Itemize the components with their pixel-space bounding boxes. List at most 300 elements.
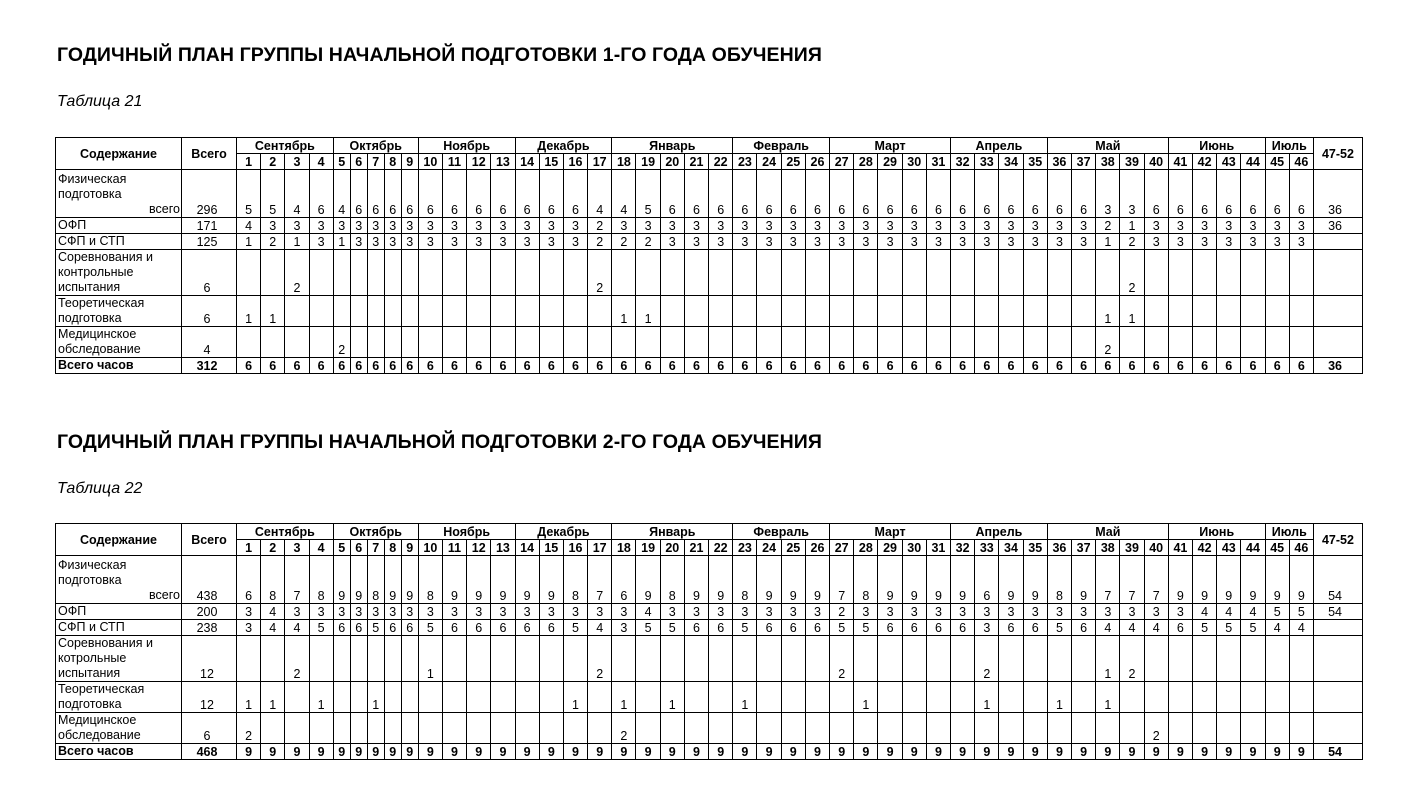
week-hours-cell xyxy=(781,327,805,358)
week-number-header: 4 xyxy=(309,154,333,170)
week-hours-cell: 8 xyxy=(854,556,878,604)
week-hours-cell xyxy=(951,636,975,682)
week-hours-cell xyxy=(902,296,926,327)
week-number-header: 46 xyxy=(1289,540,1313,556)
week-hours-cell xyxy=(612,250,636,296)
week-hours-cell: 6 xyxy=(588,358,612,374)
week-hours-cell xyxy=(709,296,733,327)
week-hours-cell: 6 xyxy=(309,358,333,374)
week-hours-cell xyxy=(1265,327,1289,358)
weeks-47-52-cell xyxy=(1313,250,1362,296)
week-number-header: 26 xyxy=(805,540,829,556)
week-hours-cell: 5 xyxy=(854,620,878,636)
week-hours-cell: 3 xyxy=(1168,604,1192,620)
week-number-header: 21 xyxy=(684,540,708,556)
week-hours-cell xyxy=(261,250,285,296)
week-hours-cell: 3 xyxy=(401,604,418,620)
week-number-header: 11 xyxy=(442,540,466,556)
week-hours-cell: 9 xyxy=(733,744,757,760)
month-header: Ноябрь xyxy=(418,524,515,540)
week-number-header: 25 xyxy=(781,154,805,170)
week-hours-cell xyxy=(660,296,684,327)
week-hours-cell: 3 xyxy=(1072,218,1096,234)
week-hours-cell xyxy=(261,713,285,744)
week-hours-cell: 9 xyxy=(237,744,261,760)
week-number-header: 2 xyxy=(261,540,285,556)
week-hours-cell: 3 xyxy=(926,234,950,250)
row-label-cell xyxy=(56,713,182,744)
week-hours-cell: 9 xyxy=(491,744,515,760)
week-hours-cell xyxy=(1120,327,1144,358)
week-number-header: 38 xyxy=(1096,540,1120,556)
week-hours-cell xyxy=(999,327,1023,358)
week-hours-cell: 2 xyxy=(1096,218,1120,234)
week-hours-cell: 9 xyxy=(1265,744,1289,760)
weeks-47-52-cell xyxy=(1313,296,1362,327)
week-hours-cell xyxy=(830,250,854,296)
week-hours-cell: 6 xyxy=(515,620,539,636)
week-hours-cell xyxy=(333,296,350,327)
week-hours-cell xyxy=(539,296,563,327)
week-hours-cell xyxy=(1217,682,1241,713)
week-number-header: 31 xyxy=(926,540,950,556)
week-hours-cell: 3 xyxy=(309,218,333,234)
week-hours-cell: 6 xyxy=(442,620,466,636)
week-hours-cell: 4 xyxy=(261,620,285,636)
table-row xyxy=(56,234,1363,250)
week-hours-cell xyxy=(1168,296,1192,327)
week-hours-cell: 4 xyxy=(1265,620,1289,636)
week-hours-cell: 3 xyxy=(1120,170,1144,218)
month-header: Сентябрь xyxy=(237,524,334,540)
row-label-cell xyxy=(56,234,182,250)
week-hours-cell xyxy=(805,713,829,744)
week-hours-cell xyxy=(384,636,401,682)
week-hours-cell xyxy=(878,713,902,744)
week-hours-cell xyxy=(733,296,757,327)
week-hours-cell: 5 xyxy=(1047,620,1071,636)
week-hours-cell: 9 xyxy=(309,744,333,760)
week-hours-cell: 3 xyxy=(878,218,902,234)
week-hours-cell: 5 xyxy=(237,170,261,218)
week-hours-cell: 9 xyxy=(1265,556,1289,604)
week-hours-cell: 9 xyxy=(1144,744,1168,760)
week-hours-cell: 6 xyxy=(878,620,902,636)
week-hours-cell: 2 xyxy=(261,234,285,250)
table-row xyxy=(56,358,1363,374)
week-hours-cell: 9 xyxy=(261,744,285,760)
week-hours-cell xyxy=(491,636,515,682)
week-hours-cell: 3 xyxy=(309,234,333,250)
week-number-header: 42 xyxy=(1192,154,1216,170)
week-hours-cell: 2 xyxy=(588,250,612,296)
month-header: Декабрь xyxy=(515,138,612,154)
week-hours-cell: 2 xyxy=(1120,250,1144,296)
week-hours-cell: 2 xyxy=(636,234,660,250)
week-number-header: 17 xyxy=(588,540,612,556)
week-number-header: 18 xyxy=(612,540,636,556)
week-hours-cell: 3 xyxy=(491,604,515,620)
week-hours-cell xyxy=(902,682,926,713)
week-number-header: 23 xyxy=(733,154,757,170)
week-hours-cell xyxy=(1072,250,1096,296)
week-hours-cell xyxy=(563,636,587,682)
row-label: ОФП xyxy=(58,604,87,618)
week-hours-cell xyxy=(563,296,587,327)
week-hours-cell: 6 xyxy=(367,358,384,374)
week-hours-cell: 3 xyxy=(805,604,829,620)
week-hours-cell: 9 xyxy=(1168,556,1192,604)
month-header: Октябрь xyxy=(333,524,418,540)
week-hours-cell xyxy=(285,682,309,713)
week-hours-cell: 5 xyxy=(309,620,333,636)
week-hours-cell: 4 xyxy=(333,170,350,218)
table-row xyxy=(56,744,1363,760)
week-hours-cell xyxy=(350,250,367,296)
week-hours-cell: 8 xyxy=(309,556,333,604)
week-hours-cell xyxy=(491,327,515,358)
week-hours-cell: 9 xyxy=(926,556,950,604)
month-header: Май xyxy=(1047,524,1168,540)
week-hours-cell: 9 xyxy=(563,744,587,760)
row-label-cell xyxy=(56,327,182,358)
week-hours-cell xyxy=(515,250,539,296)
week-hours-cell: 1 xyxy=(975,682,999,713)
week-hours-cell: 9 xyxy=(384,744,401,760)
week-hours-cell: 1 xyxy=(660,682,684,713)
week-hours-cell xyxy=(467,296,491,327)
week-hours-cell xyxy=(350,327,367,358)
week-hours-cell: 3 xyxy=(733,604,757,620)
week-hours-cell: 9 xyxy=(515,556,539,604)
week-hours-cell: 9 xyxy=(1289,556,1313,604)
week-hours-cell xyxy=(1023,327,1047,358)
week-hours-cell: 3 xyxy=(709,604,733,620)
row-total-cell: 296 xyxy=(182,170,237,218)
week-hours-cell xyxy=(367,327,384,358)
week-hours-cell xyxy=(539,636,563,682)
week-hours-cell: 3 xyxy=(612,620,636,636)
week-hours-cell xyxy=(401,636,418,682)
week-hours-cell xyxy=(1241,327,1265,358)
week-hours-cell: 3 xyxy=(350,218,367,234)
week-hours-cell: 6 xyxy=(1289,170,1313,218)
table-21-title: ГОДИЧНЫЙ ПЛАН ГРУППЫ НАЧАЛЬНОЙ ПОДГОТОВКИ 1-ГО ГОДА ОБУЧЕНИЯ xyxy=(57,44,823,66)
week-hours-cell xyxy=(333,636,350,682)
week-hours-cell: 3 xyxy=(467,218,491,234)
week-hours-cell xyxy=(1192,682,1216,713)
week-hours-cell: 6 xyxy=(1265,170,1289,218)
week-hours-cell: 1 xyxy=(261,682,285,713)
week-hours-cell: 3 xyxy=(1217,218,1241,234)
week-hours-cell xyxy=(1192,327,1216,358)
week-number-header: 4 xyxy=(309,540,333,556)
week-hours-cell xyxy=(733,327,757,358)
week-hours-cell: 2 xyxy=(1144,713,1168,744)
week-hours-cell xyxy=(515,296,539,327)
week-number-header: 24 xyxy=(757,540,781,556)
weeks-47-52-cell xyxy=(1313,682,1362,713)
week-hours-cell: 6 xyxy=(539,358,563,374)
week-hours-cell: 9 xyxy=(878,744,902,760)
week-hours-cell xyxy=(1192,296,1216,327)
week-hours-cell: 6 xyxy=(1144,170,1168,218)
month-header: Июль xyxy=(1265,138,1313,154)
week-hours-cell: 6 xyxy=(515,170,539,218)
week-hours-cell xyxy=(418,296,442,327)
week-hours-cell xyxy=(418,250,442,296)
week-hours-cell xyxy=(684,713,708,744)
week-hours-cell: 3 xyxy=(757,234,781,250)
week-hours-cell xyxy=(1265,713,1289,744)
week-hours-cell: 6 xyxy=(975,170,999,218)
week-hours-cell: 9 xyxy=(1217,744,1241,760)
row-label: Медицинское обследование xyxy=(58,713,141,742)
week-hours-cell: 3 xyxy=(1023,604,1047,620)
week-hours-cell: 7 xyxy=(588,556,612,604)
row-label: Физическая подготовка xyxy=(58,558,127,587)
week-hours-cell: 3 xyxy=(636,218,660,234)
week-hours-cell: 6 xyxy=(684,620,708,636)
week-hours-cell: 3 xyxy=(515,604,539,620)
row-total-cell: 12 xyxy=(182,636,237,682)
row-label-cell xyxy=(56,250,182,296)
week-hours-cell xyxy=(1289,713,1313,744)
week-hours-cell xyxy=(951,250,975,296)
week-hours-cell: 3 xyxy=(1096,170,1120,218)
week-hours-cell: 3 xyxy=(684,218,708,234)
week-hours-cell: 4 xyxy=(588,170,612,218)
week-hours-cell: 8 xyxy=(418,556,442,604)
week-hours-cell xyxy=(418,327,442,358)
week-hours-cell xyxy=(384,250,401,296)
week-number-header: 29 xyxy=(878,154,902,170)
week-hours-cell: 1 xyxy=(261,296,285,327)
week-number-header: 33 xyxy=(975,540,999,556)
week-hours-cell xyxy=(636,682,660,713)
week-hours-cell: 9 xyxy=(588,744,612,760)
week-hours-cell xyxy=(926,250,950,296)
week-hours-cell: 6 xyxy=(1072,358,1096,374)
week-hours-cell: 5 xyxy=(367,620,384,636)
week-hours-cell: 6 xyxy=(951,620,975,636)
week-hours-cell xyxy=(563,250,587,296)
week-hours-cell: 3 xyxy=(1072,604,1096,620)
week-hours-cell xyxy=(1047,250,1071,296)
row-label: Физическая подготовка xyxy=(58,172,127,201)
week-hours-cell: 3 xyxy=(854,218,878,234)
week-hours-cell: 3 xyxy=(1241,234,1265,250)
week-hours-cell: 9 xyxy=(999,744,1023,760)
week-hours-cell xyxy=(442,682,466,713)
week-hours-cell: 4 xyxy=(261,604,285,620)
week-hours-cell xyxy=(709,682,733,713)
week-number-header: 6 xyxy=(350,154,367,170)
week-hours-cell: 1 xyxy=(1096,682,1120,713)
week-hours-cell: 9 xyxy=(612,744,636,760)
week-hours-cell xyxy=(805,327,829,358)
week-hours-cell: 9 xyxy=(333,744,350,760)
week-hours-cell: 9 xyxy=(539,744,563,760)
week-hours-cell xyxy=(309,296,333,327)
week-hours-cell: 6 xyxy=(781,170,805,218)
annual-plan-table-1 xyxy=(55,137,1363,374)
week-hours-cell: 6 xyxy=(491,358,515,374)
week-hours-cell: 3 xyxy=(1023,234,1047,250)
week-number-header: 8 xyxy=(384,540,401,556)
week-hours-cell: 6 xyxy=(515,358,539,374)
week-hours-cell: 6 xyxy=(563,358,587,374)
week-hours-cell: 6 xyxy=(975,358,999,374)
week-hours-cell xyxy=(854,250,878,296)
week-hours-cell xyxy=(757,713,781,744)
week-hours-cell xyxy=(1072,636,1096,682)
week-hours-cell xyxy=(1289,682,1313,713)
week-hours-cell: 3 xyxy=(418,234,442,250)
week-number-header: 14 xyxy=(515,540,539,556)
week-hours-cell: 9 xyxy=(539,556,563,604)
week-hours-cell: 9 xyxy=(636,556,660,604)
week-hours-cell: 1 xyxy=(854,682,878,713)
week-hours-cell: 3 xyxy=(1265,218,1289,234)
week-hours-cell: 9 xyxy=(805,744,829,760)
week-number-header: 42 xyxy=(1192,540,1216,556)
week-hours-cell: 3 xyxy=(1120,604,1144,620)
week-hours-cell: 6 xyxy=(418,170,442,218)
week-hours-cell xyxy=(1047,327,1071,358)
week-hours-cell: 4 xyxy=(1120,620,1144,636)
week-hours-cell: 6 xyxy=(612,358,636,374)
weeks-47-52-cell: 36 xyxy=(1313,170,1362,218)
table-row xyxy=(56,170,1363,218)
table-row xyxy=(56,218,1363,234)
week-hours-cell xyxy=(902,327,926,358)
week-hours-cell xyxy=(1241,296,1265,327)
week-hours-cell: 3 xyxy=(1217,234,1241,250)
week-hours-cell xyxy=(491,250,515,296)
week-hours-cell xyxy=(733,713,757,744)
week-hours-cell xyxy=(975,327,999,358)
table-row xyxy=(56,713,1363,744)
week-hours-cell xyxy=(830,296,854,327)
week-hours-cell: 4 xyxy=(1289,620,1313,636)
week-hours-cell xyxy=(1241,250,1265,296)
week-hours-cell: 9 xyxy=(515,744,539,760)
week-hours-cell xyxy=(757,296,781,327)
week-hours-cell xyxy=(442,713,466,744)
week-hours-cell xyxy=(309,713,333,744)
week-hours-cell: 6 xyxy=(1289,358,1313,374)
week-hours-cell xyxy=(384,327,401,358)
week-hours-cell: 5 xyxy=(1217,620,1241,636)
week-hours-cell xyxy=(1289,327,1313,358)
week-hours-cell: 9 xyxy=(684,556,708,604)
week-hours-cell: 3 xyxy=(1047,234,1071,250)
week-hours-cell: 9 xyxy=(401,556,418,604)
week-hours-cell xyxy=(781,636,805,682)
week-hours-cell: 6 xyxy=(1023,170,1047,218)
week-number-header: 30 xyxy=(902,154,926,170)
week-hours-cell: 9 xyxy=(951,556,975,604)
week-hours-cell xyxy=(1144,636,1168,682)
week-hours-cell: 3 xyxy=(709,218,733,234)
week-hours-cell: 4 xyxy=(285,620,309,636)
week-number-header: 3 xyxy=(285,154,309,170)
week-number-header: 40 xyxy=(1144,154,1168,170)
week-hours-cell: 1 xyxy=(612,296,636,327)
row-label-cell xyxy=(56,556,182,604)
week-hours-cell: 2 xyxy=(975,636,999,682)
week-hours-cell xyxy=(588,327,612,358)
week-hours-cell: 5 xyxy=(830,620,854,636)
month-header: Июнь xyxy=(1168,524,1265,540)
week-hours-cell: 3 xyxy=(539,234,563,250)
week-hours-cell: 9 xyxy=(384,556,401,604)
week-hours-cell xyxy=(1096,713,1120,744)
week-hours-cell xyxy=(684,682,708,713)
week-number-header: 5 xyxy=(333,540,350,556)
week-hours-cell xyxy=(709,327,733,358)
week-hours-cell xyxy=(309,636,333,682)
week-hours-cell xyxy=(1241,682,1265,713)
row-label-cell xyxy=(56,358,182,374)
week-hours-cell: 6 xyxy=(491,620,515,636)
week-hours-cell: 3 xyxy=(733,234,757,250)
week-hours-cell xyxy=(612,327,636,358)
week-hours-cell: 3 xyxy=(367,234,384,250)
week-number-header: 34 xyxy=(999,540,1023,556)
week-hours-cell: 3 xyxy=(975,234,999,250)
week-hours-cell: 9 xyxy=(1192,556,1216,604)
week-hours-cell: 3 xyxy=(1265,234,1289,250)
week-hours-cell: 6 xyxy=(684,170,708,218)
month-header: Март xyxy=(830,524,951,540)
week-hours-cell xyxy=(951,713,975,744)
week-hours-cell: 3 xyxy=(491,218,515,234)
week-number-header: 41 xyxy=(1168,154,1192,170)
week-hours-cell: 5 xyxy=(261,170,285,218)
week-hours-cell: 3 xyxy=(467,604,491,620)
week-number-header: 44 xyxy=(1241,154,1265,170)
month-header-row xyxy=(56,138,1363,154)
week-hours-cell: 1 xyxy=(237,234,261,250)
week-hours-cell xyxy=(588,296,612,327)
week-hours-cell: 5 xyxy=(733,620,757,636)
table-row xyxy=(56,682,1363,713)
month-header: Ноябрь xyxy=(418,138,515,154)
week-hours-cell xyxy=(1120,682,1144,713)
week-hours-cell xyxy=(1096,250,1120,296)
week-hours-cell: 6 xyxy=(350,620,367,636)
week-number-header: 43 xyxy=(1217,540,1241,556)
week-hours-cell: 9 xyxy=(1096,744,1120,760)
week-hours-cell xyxy=(367,296,384,327)
week-hours-cell: 6 xyxy=(539,620,563,636)
week-hours-cell xyxy=(309,250,333,296)
week-hours-cell: 9 xyxy=(442,556,466,604)
table-21-caption: Таблица 21 xyxy=(57,93,143,110)
table-row xyxy=(56,327,1363,358)
week-hours-cell: 6 xyxy=(951,170,975,218)
week-hours-cell: 3 xyxy=(781,234,805,250)
week-hours-cell xyxy=(757,327,781,358)
week-hours-cell: 2 xyxy=(612,713,636,744)
week-hours-cell: 9 xyxy=(491,556,515,604)
week-hours-cell: 3 xyxy=(1144,234,1168,250)
week-number-header: 7 xyxy=(367,154,384,170)
week-hours-cell: 6 xyxy=(1192,358,1216,374)
week-number-header: 38 xyxy=(1096,154,1120,170)
